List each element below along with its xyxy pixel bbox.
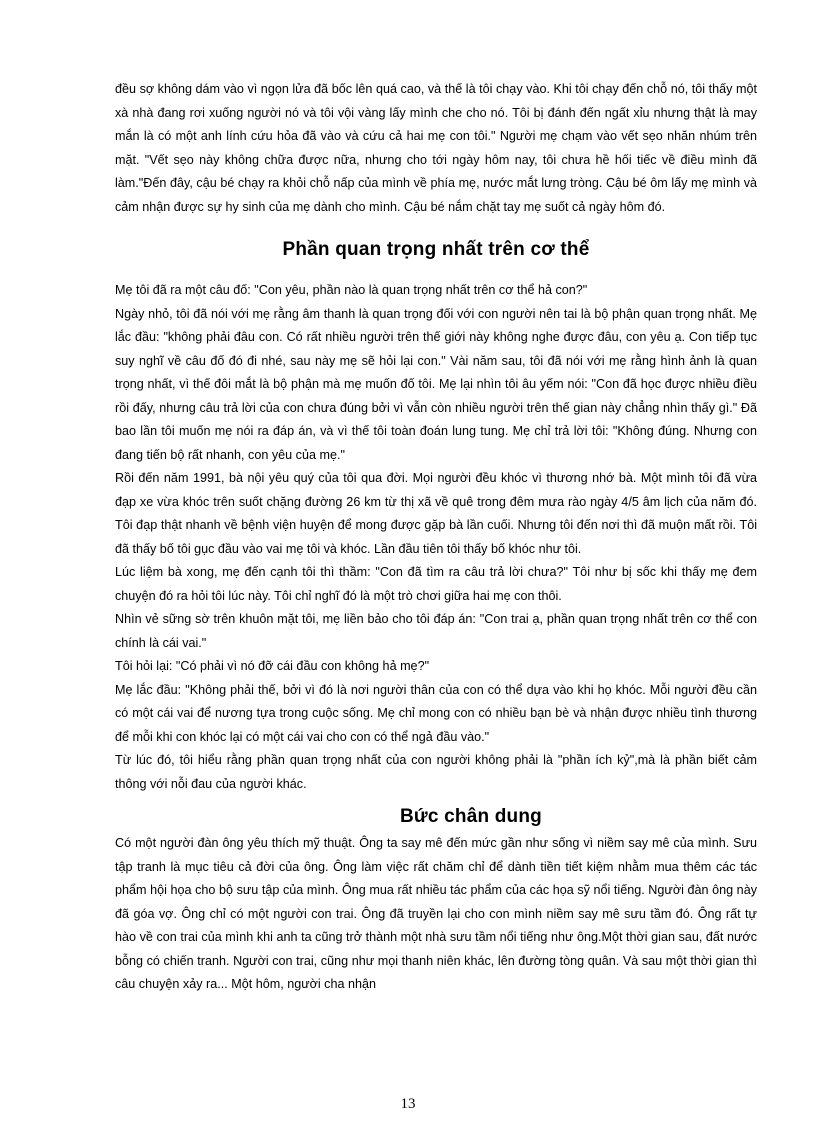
paragraph: Ngày nhỏ, tôi đã nói với mẹ rằng âm thanh là quan trọng đối với con người nên tai là bộ phận quan trọng nhất. Mẹ lắc đầu: "không phải đâu con. Có rất nhiều người trên thế giới này không nghe được đâu, con yêu ạ. Con tiếp tục suy nghĩ về câu đố đó đi nhé, sau này mẹ sẽ hỏi lại con." Vài năm sau, tôi đã nói với mẹ rằng hình ảnh là quan trọng nhất, vì thế đôi mắt là bộ phận mà mẹ muốn đố tôi. Mẹ lại nhìn tôi âu yếm nói: "Con đã học được nhiều điều rồi đấy, nhưng câu trả lời của con chưa đúng bởi vì vẫn còn nhiều người trên thế gian này chẳng nhìn thấy gì." Đã bao lần tôi muốn mẹ nói ra đáp án, và vì thế tôi toàn đoán lung tung. Mẹ chỉ trả lời tôi: "Không đúng. Nhưng con đang tiến bộ rất nhanh, con yêu của mẹ." xyxy=(115,306,757,462)
paragraph: Tôi hỏi lại: "Có phải vì nó đỡ cái đầu con không hả mẹ?" xyxy=(115,659,430,673)
intro-paragraph: đều sợ không dám vào vì ngọn lửa đã bốc lên quá cao, và thế là tôi chạy vào. Khi tôi chạy đến chỗ nó, tôi thấy một xà nhà đang rơi xuống người nó và tôi vội vàng lấy mình che cho nó. Tôi bị đánh đến ngất xỉu nhưng thật là may mắn là có một anh lính cứu hỏa đã vào và cứu cả hai mẹ con tôi." Người mẹ chạm vào vết sẹo nhăn nhúm trên mặt. "Vết sẹo này không chữa được nữa, nhưng cho tới ngày hôm nay, tôi chưa hề hối tiếc về điều mình đã làm."Đến đây, cậu bé chạy ra khỏi chỗ nấp của mình về phía mẹ, nước mắt lưng tròng. Cậu bé ôm lấy mẹ mình và cảm nhận được sự hy sinh của mẹ dành cho mình. Cậu bé nắm chặt tay mẹ suốt cả ngày hôm đó. xyxy=(115,82,757,214)
page-number: 13 xyxy=(400,1096,416,1112)
paragraph: Nhìn vẻ sững sờ trên khuôn mặt tôi, mẹ liền bảo cho tôi đáp án: "Con trai ạ, phần quan trọng nhất trên cơ thể con chính là cái vai." xyxy=(115,612,757,650)
paragraph: Mẹ tôi đã ra một câu đố: "Con yêu, phần nào là quan trọng nhất trên cơ thể hả con?" xyxy=(115,283,588,297)
paragraph: Mẹ lắc đầu: "Không phải thế, bởi vì đó là nơi người thân của con có thể dựa vào khi họ khóc. Mỗi người đều cần có một cái vai để nương tựa trong cuộc sống. Mẹ chỉ mong con có nhiều bạn bè và nhận được nhiều tình thương để mỗi khi con khóc lại có một cái vai cho con có thể ngả đầu vào." xyxy=(115,682,757,744)
document-body xyxy=(115,78,757,997)
section-title-portrait: Bức chân dung xyxy=(400,806,542,827)
paragraph: Có một người đàn ông yêu thích mỹ thuật. Ông ta say mê đến mức gần như sống vì niềm say mê của mình. Sưu tập tranh là mục tiêu cả đời của ông. Ông làm việc rất chăm chỉ để dành tiền tiết kiệm nhằm mua thêm các tác phẩm hội họa cho bộ sưu tập của mình. Ông mua rất nhiều tác phẩm của các họa sỹ nổi tiếng. Người đàn ông này đã góa vợ. Ông chỉ có một người con trai. Ông đã truyền lại cho con mình niềm say mê sưu tầm đó. Ông rất tự hào về con trai của mình khi anh ta cũng trở thành một nhà sưu tầm nổi tiếng như ông.Một thời gian sau, đất nước bỗng có chiến tranh. Người con trai, cũng như mọi thanh niên khác, lên đường tòng quân. Và sau một thời gian thì câu chuyện xảy ra... Một hôm, người cha nhận xyxy=(115,836,757,991)
paragraph: Từ lúc đó, tôi hiểu rằng phần quan trọng nhất của con người không phải là "phần ích kỷ",mà là phần biết cảm thông với nỗi đau của người khác. xyxy=(115,753,757,791)
paragraph: Rồi đến năm 1991, bà nội yêu quý của tôi qua đời. Mọi người đều khóc vì thương nhớ bà. Một mình tôi đã vừa đạp xe vừa khóc trên suốt chặng đường 26 km từ thị xã về quê trong đêm mưa rào ngày 4/5 âm lịch của năm đó. Tôi đạp thật nhanh về bệnh viện huyện để mong được gặp bà lần cuối. Nhưng tôi đến nơi thì đã muộn mất rồi. Tôi đã thấy bố tôi gục đầu vào vai mẹ tôi và khóc. Lần đầu tiên tôi thấy bố khóc như tôi. xyxy=(115,471,757,556)
paragraph: Lúc liệm bà xong, mẹ đến cạnh tôi thì thầm: "Con đã tìm ra câu trả lời chưa?" Tôi như bị sốc khi thấy mẹ đem chuyện đó ra hỏi tôi lúc này. Tôi chỉ nghĩ đó là một trò chơi giữa hai mẹ con thôi. xyxy=(115,565,757,603)
section-title-important-body-part: Phần quan trọng nhất trên cơ thể xyxy=(282,239,590,260)
